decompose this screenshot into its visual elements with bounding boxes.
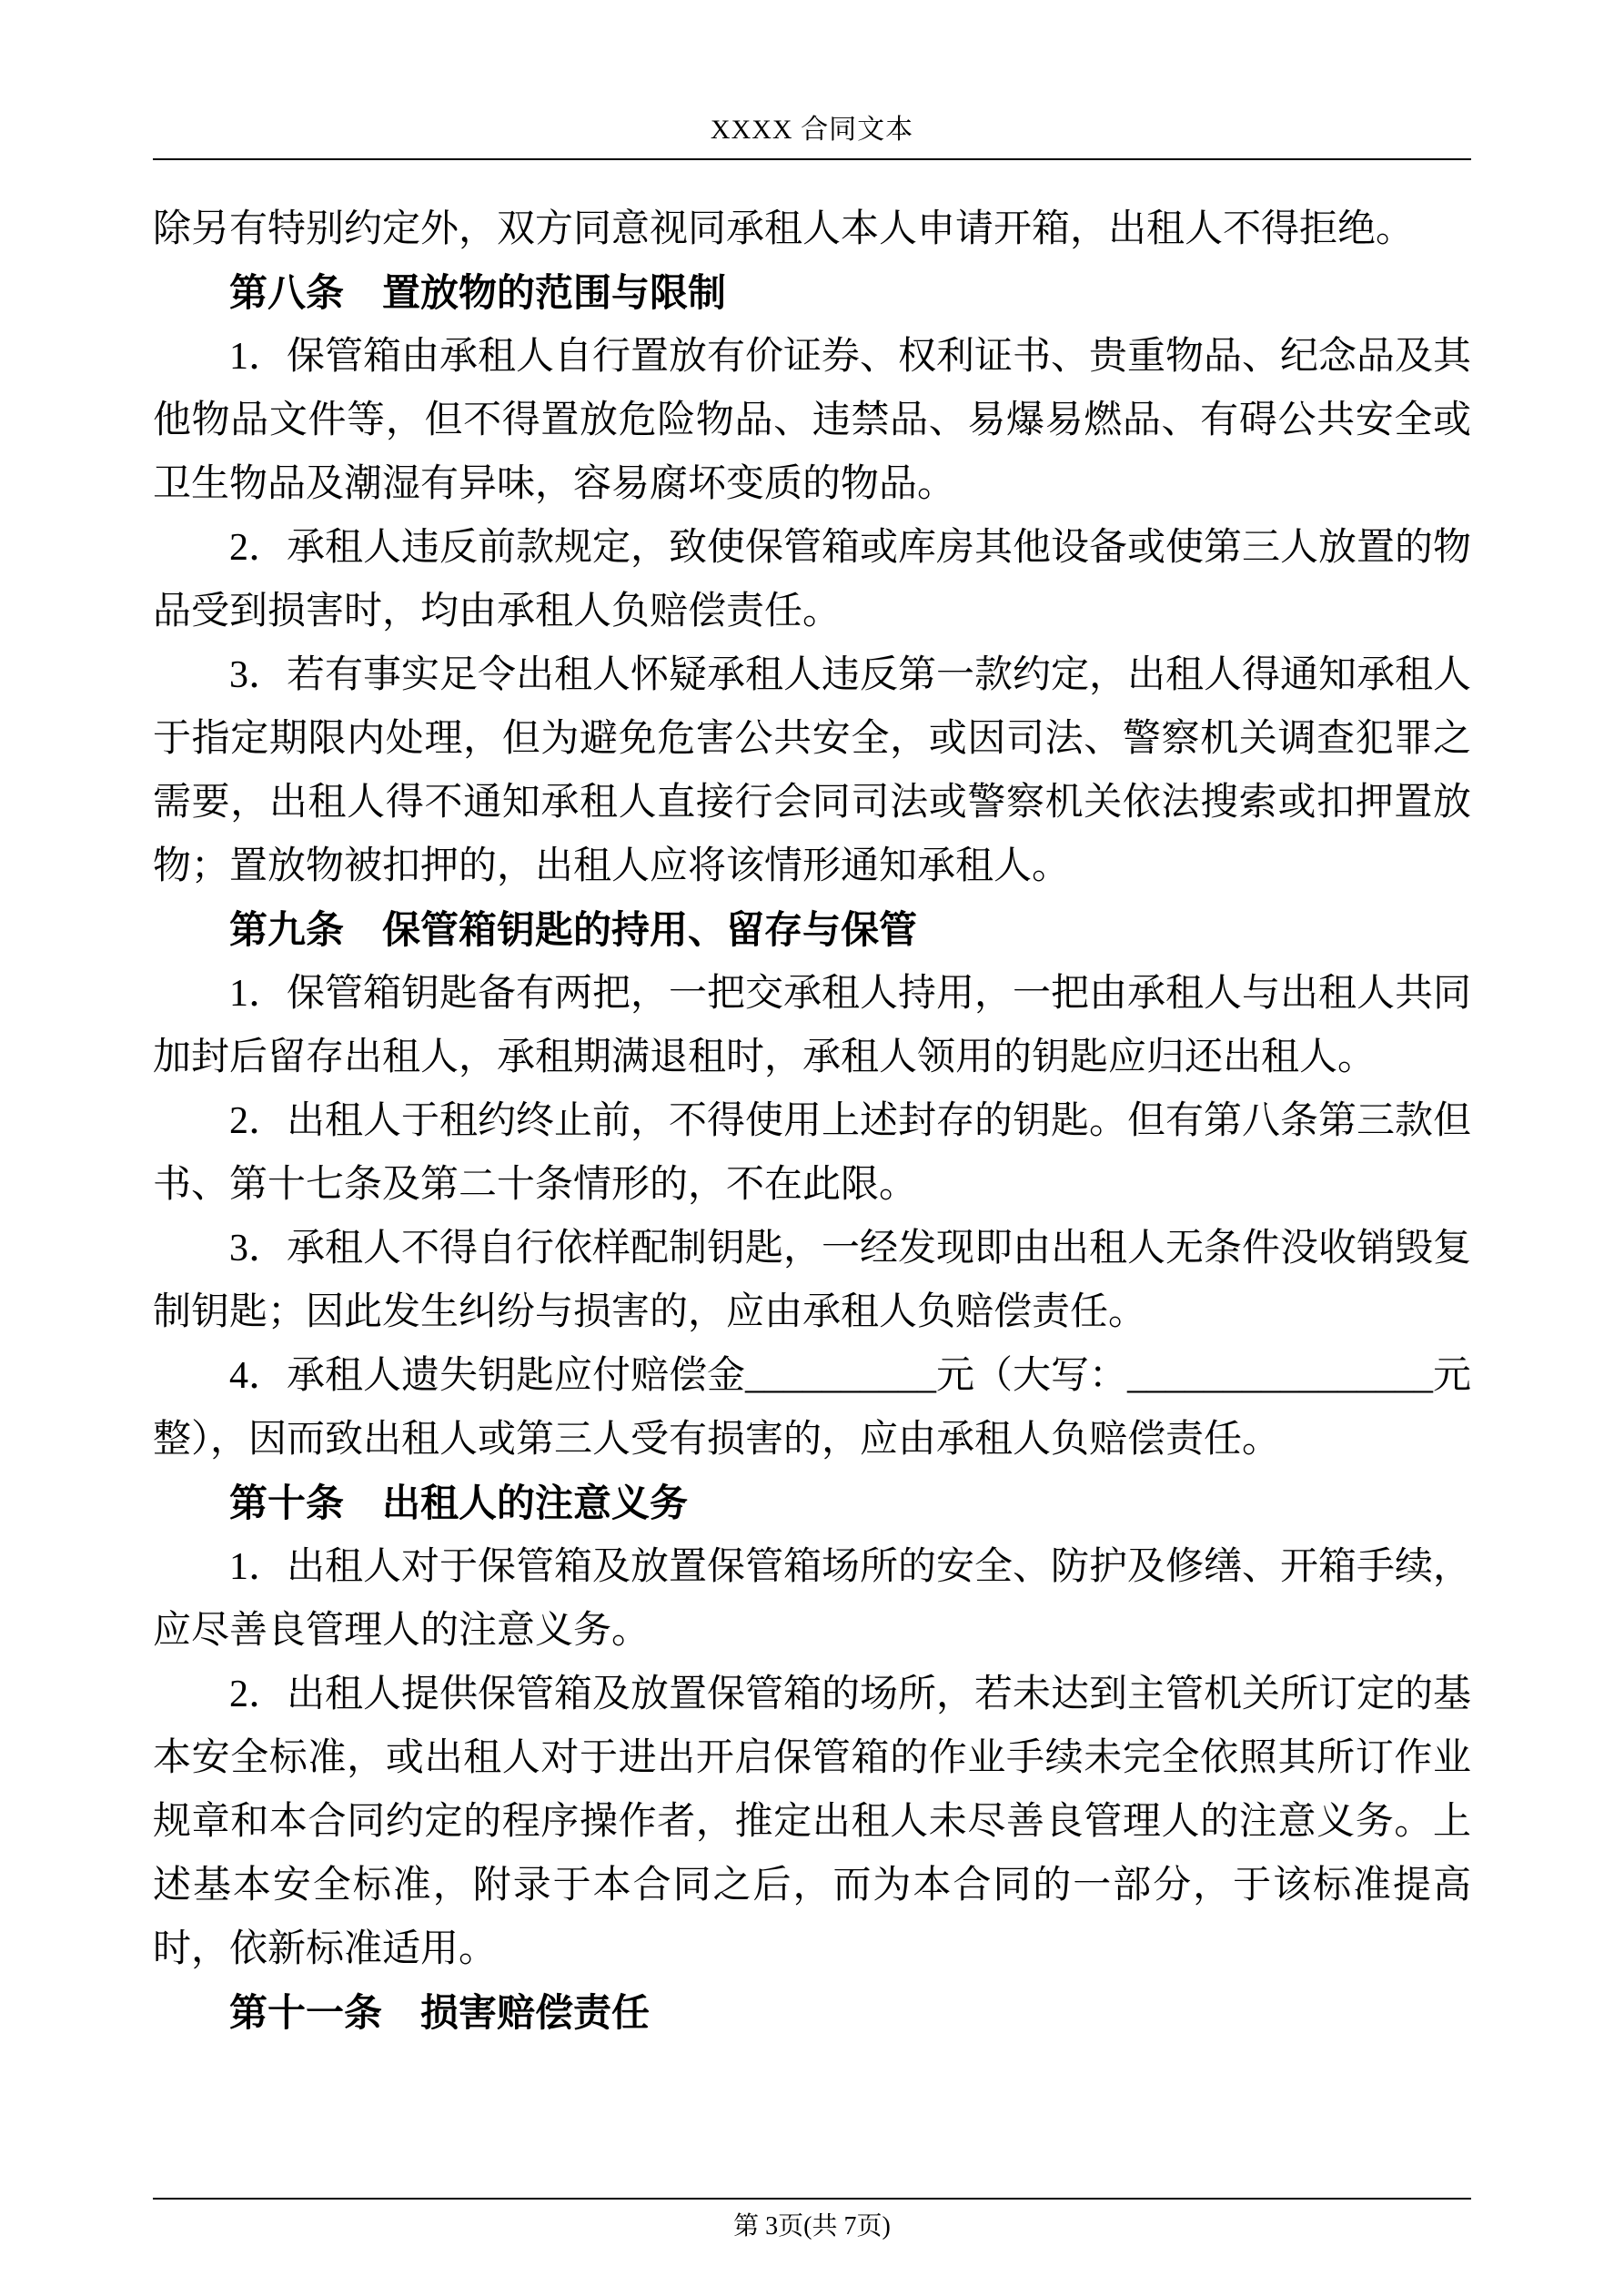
section-heading: 第九条 保管箱钥匙的持用、留存与保管: [229, 908, 918, 951]
contract-paragraph: 1．保管箱由承租人自行置放有价证券、权利证书、贵重物品、纪念品及其他物品文件等，但不得置放危险物品、违禁品、易爆易燃品、有碍公共安全或卫生物品及潮湿有异味，容易腐坏变质的物品。: [153, 336, 1472, 505]
contract-paragraph: 2．出租人提供保管箱及放置保管箱的场所，若未达到主管机关所订定的基本安全标准，或出租人对于进出开启保管箱的作业手续未完全依照其所订作业规章和本合同约定的程序操作者，推定出租人未尽善良管理人的注意义务。上述基本安全标准，附录于本合同之后，而为本合同的一部分，于该标准提高时，依新标准适用。: [153, 1674, 1472, 1970]
page-header: [153, 0, 1471, 160]
contract-paragraph: 1．保管箱钥匙备有两把，一把交承租人持用，一把由承租人与出租人共同加封后留存出租人，承租期满退租时，承租人领用的钥匙应归还出租人。: [153, 973, 1472, 1078]
contract-paragraph: 4．承租人遗失钥匙应付赔偿金__________元（大写：________________元整），因而致出租人或第三人受有损害的，应由承租人负赔偿责任。: [153, 1355, 1472, 1461]
contract-paragraph: 3．若有事实足令出租人怀疑承租人违反第一款约定，出租人得通知承租人于指定期限内处理，但为避免危害公共安全，或因司法、警察机关调查犯罪之需要，出租人得不通知承租人直接行会同司法或警察机关依法搜索或扣押置放物；置放物被扣押的，出租人应将该情形通知承租人。: [153, 654, 1472, 887]
contract-paragraph: 3．承租人不得自行依样配制钥匙，一经发现即由出租人无条件没收销毁复制钥匙；因此发生纠纷与损害的，应由承租人负赔偿责任。: [153, 1228, 1472, 1333]
document-body: [153, 197, 1471, 2045]
contract-paragraph: 1．出租人对于保管箱及放置保管箱场所的安全、防护及修缮、开箱手续，应尽善良管理人的注意义务。: [153, 1546, 1472, 1652]
section-heading: 第十条 出租人的注意义务: [229, 1482, 689, 1524]
section-heading: 第八条 置放物的范围与限制: [229, 271, 727, 314]
page-footer: [153, 2198, 1471, 2241]
header-rule: [153, 158, 1471, 160]
footer-rule: [153, 2198, 1471, 2200]
contract-paragraph: 2．出租人于租约终止前，不得使用上述封存的钥匙。但有第八条第三款但书、第十七条及第二十条情形的，不在此限。: [153, 1100, 1472, 1206]
header-title: XXXX 合同文本: [710, 115, 914, 145]
contract-paragraph: 2．承租人违反前款规定，致使保管箱或库房其他设备或使第三人放置的物品受到损害时，均由承租人负赔偿责任。: [153, 527, 1472, 632]
contract-paragraph: 除另有特别约定外，双方同意视同承租人本人申请开箱，出租人不得拒绝。: [153, 208, 1415, 250]
section-heading: 第十一条 损害赔偿责任: [229, 1991, 651, 2034]
page-number: 第 3页(共 7页): [733, 2212, 891, 2240]
